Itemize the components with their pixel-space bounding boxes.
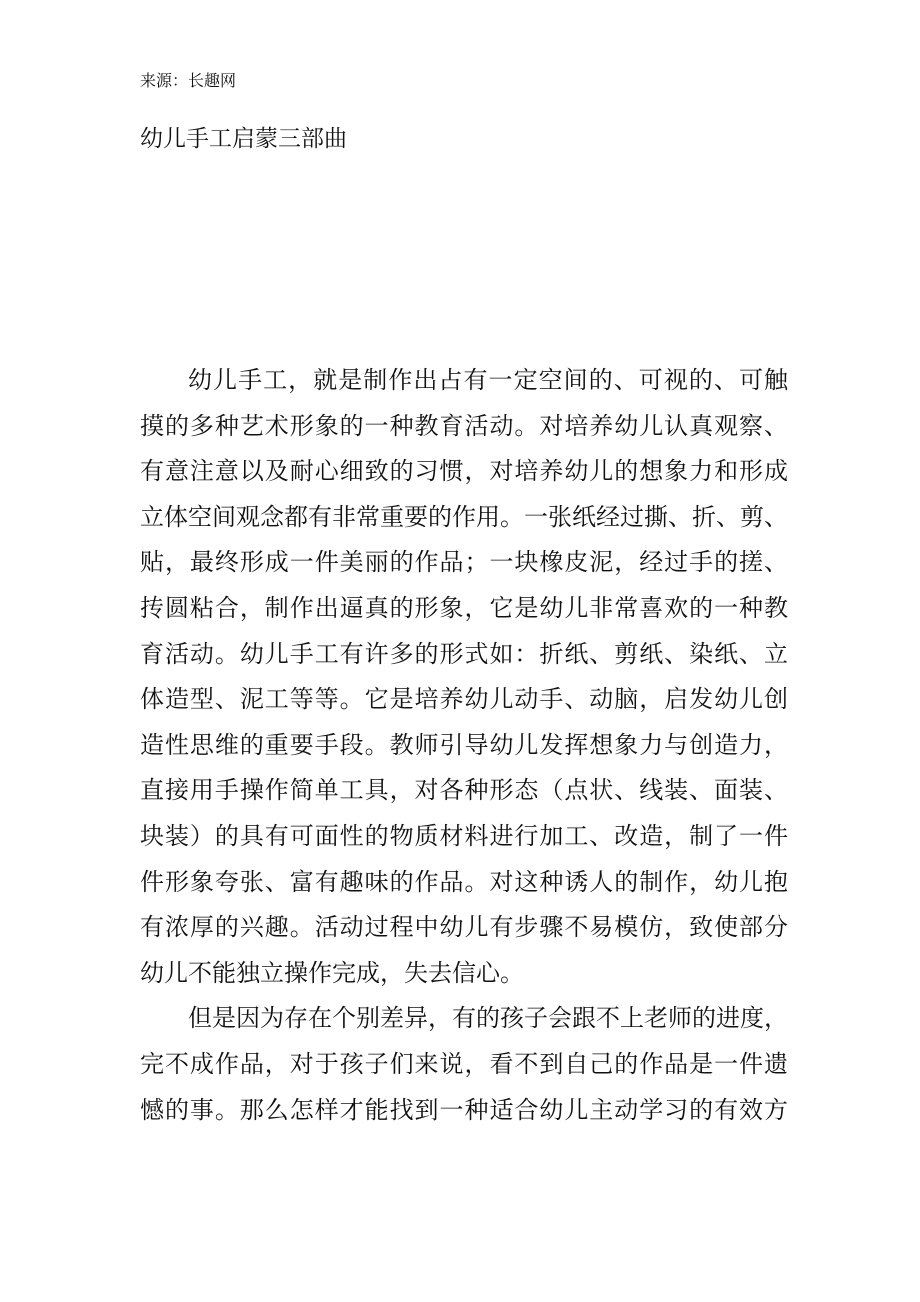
text-line: 摸的多种艺术形象的一种教育活动。对培养幼儿认真观察、 (140, 411, 788, 440)
text-line: 贴，最终形成一件美丽的作品；一块橡皮泥，经过手的搓、 (140, 548, 788, 577)
text-line: 直接用手操作简单工具，对各种形态（点状、线装、面装、 (140, 776, 788, 805)
text-line: 立体空间观念都有非常重要的作用。一张纸经过撕、折、剪、 (140, 502, 788, 531)
source-line: 来源：长趣网 (140, 71, 237, 90)
text-line: 造性思维的重要手段。教师引导幼儿发挥想象力与创造力， (140, 730, 788, 759)
text-line: 有浓厚的兴趣。活动过程中幼儿有步骤不易模仿，致使部分 (140, 913, 788, 942)
text-line: 憾的事。那么怎样才能找到一种适合幼儿主动学习的有效方 (140, 1095, 788, 1124)
text-line: 抟圆粘合，制作出逼真的形象，它是幼儿非常喜欢的一种教 (140, 593, 788, 622)
paragraph-1 (140, 358, 788, 996)
document-title: 幼儿手工启蒙三部曲 (140, 126, 347, 152)
text-line: 有意注意以及耐心细致的习惯，对培养幼儿的想象力和形成 (140, 457, 788, 486)
text-line: 幼儿不能独立操作完成，失去信心。 (140, 958, 524, 987)
text-line: 体造型、泥工等等。它是培养幼儿动手、动脑，启发幼儿创 (140, 685, 788, 714)
text-line: 育活动。幼儿手工有许多的形式如：折纸、剪纸、染纸、立 (140, 639, 788, 668)
text-line: 完不成作品，对于孩子们来说，看不到自己的作品是一件遗 (140, 1049, 788, 1078)
text-line: 块装）的具有可面性的物质材料进行加工、改造，制了一件 (140, 821, 788, 850)
document-body (140, 358, 788, 1133)
text-line: 件形象夸张、富有趣味的作品。对这种诱人的制作，幼儿抱 (140, 867, 788, 896)
text-line: 幼儿手工，就是制作出占有一定空间的、可视的、可触 (188, 366, 788, 394)
text-line: 但是因为存在个别差异，有的孩子会跟不上老师的进度， (188, 1004, 788, 1033)
paragraph-2 (140, 996, 788, 1133)
